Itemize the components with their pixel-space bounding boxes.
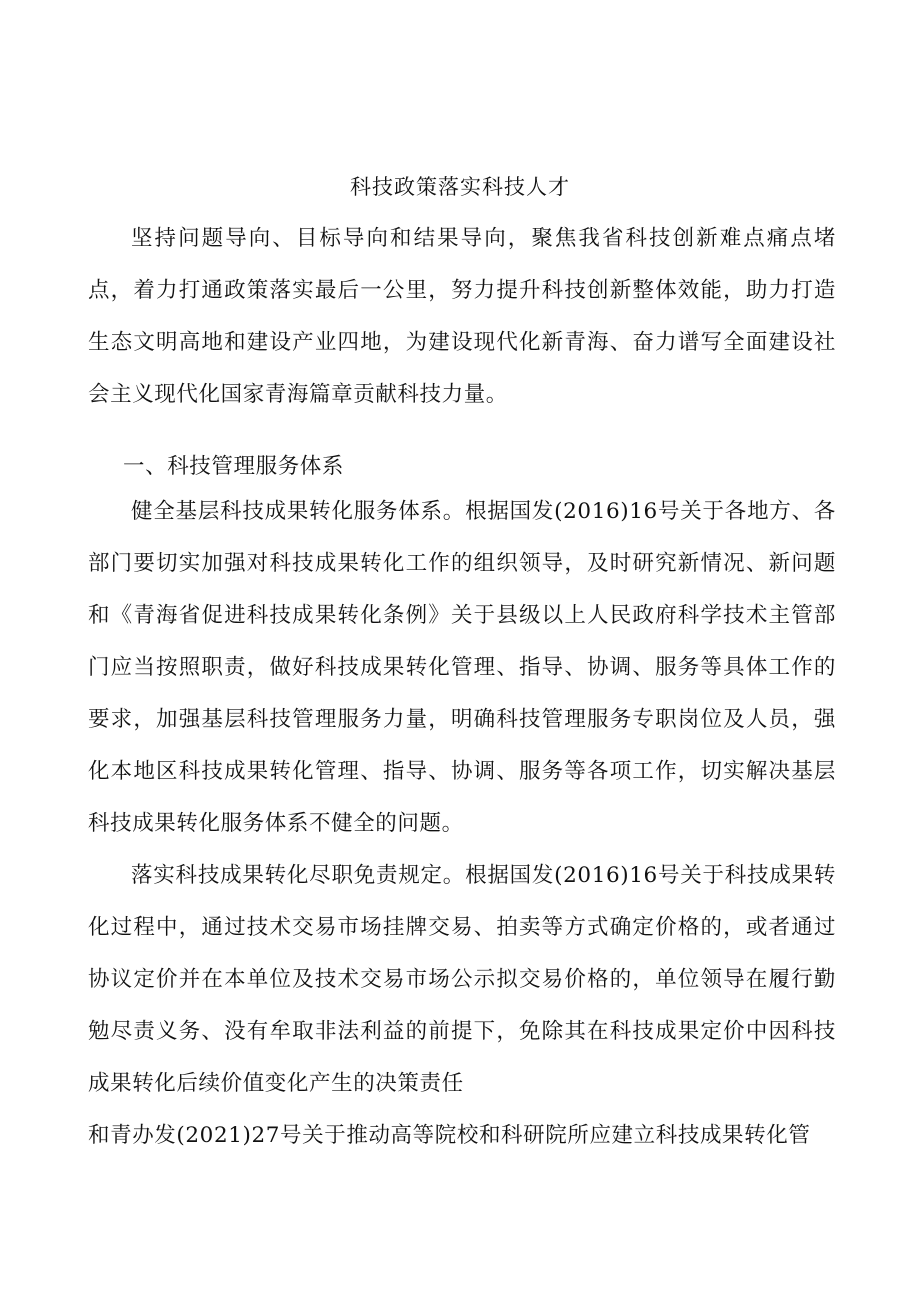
section-heading: 一、科技管理服务体系 — [123, 454, 345, 479]
paragraph-exemption-rule: 落实科技成果转化尽职免责规定。根据国发(2016)16号关于科技成果转化过程中，通过技术交易市场挂牌交易、拍卖等方式确定价格的，或者通过协议定价并在本单位及技术交易市场公示拟交易价格的，单位领导在履行勤勉尽责义务、没有牟取非法利益的前提下，免除其在科技成果定价中因科技成果转化后续价值变化产生的决策责任 — [88, 863, 836, 1096]
intro-paragraph: 坚持问题导向、目标导向和结果导向，聚焦我省科技创新难点痛点堵点，着力打通政策落实最后一公里，努力提升科技创新整体效能，助力打造生态文明高地和建设产业四地，为建设现代化新青海、奋力谱写全面建设社会主义现代化国家青海篇章贡献科技力量。 — [88, 226, 836, 407]
document-title: 科技政策落实科技人才 — [350, 175, 570, 199]
paragraph-continuation: 和青办发(2021)27号关于推动高等院校和科研院所应建立科技成果转化管 — [88, 1123, 811, 1148]
paragraph-service-system: 健全基层科技成果转化服务体系。根据国发(2016)16号关于各地方、各部门要切实加强对科技成果转化工作的组织领导，及时研究新情况、新问题和《青海省促进科技成果转化条例》关于县级以上人民政府科学技术主管部门应当按照职责，做好科技成果转化管理、指导、协调、服务等具体工作的要求，加强基层科技管理服务力量，明确科技管理服务专职岗位及人员，强化本地区科技成果转化管理、指导、协调、服务等各项工作，切实解决基层科技成果转化服务体系不健全的问题。 — [88, 499, 836, 836]
